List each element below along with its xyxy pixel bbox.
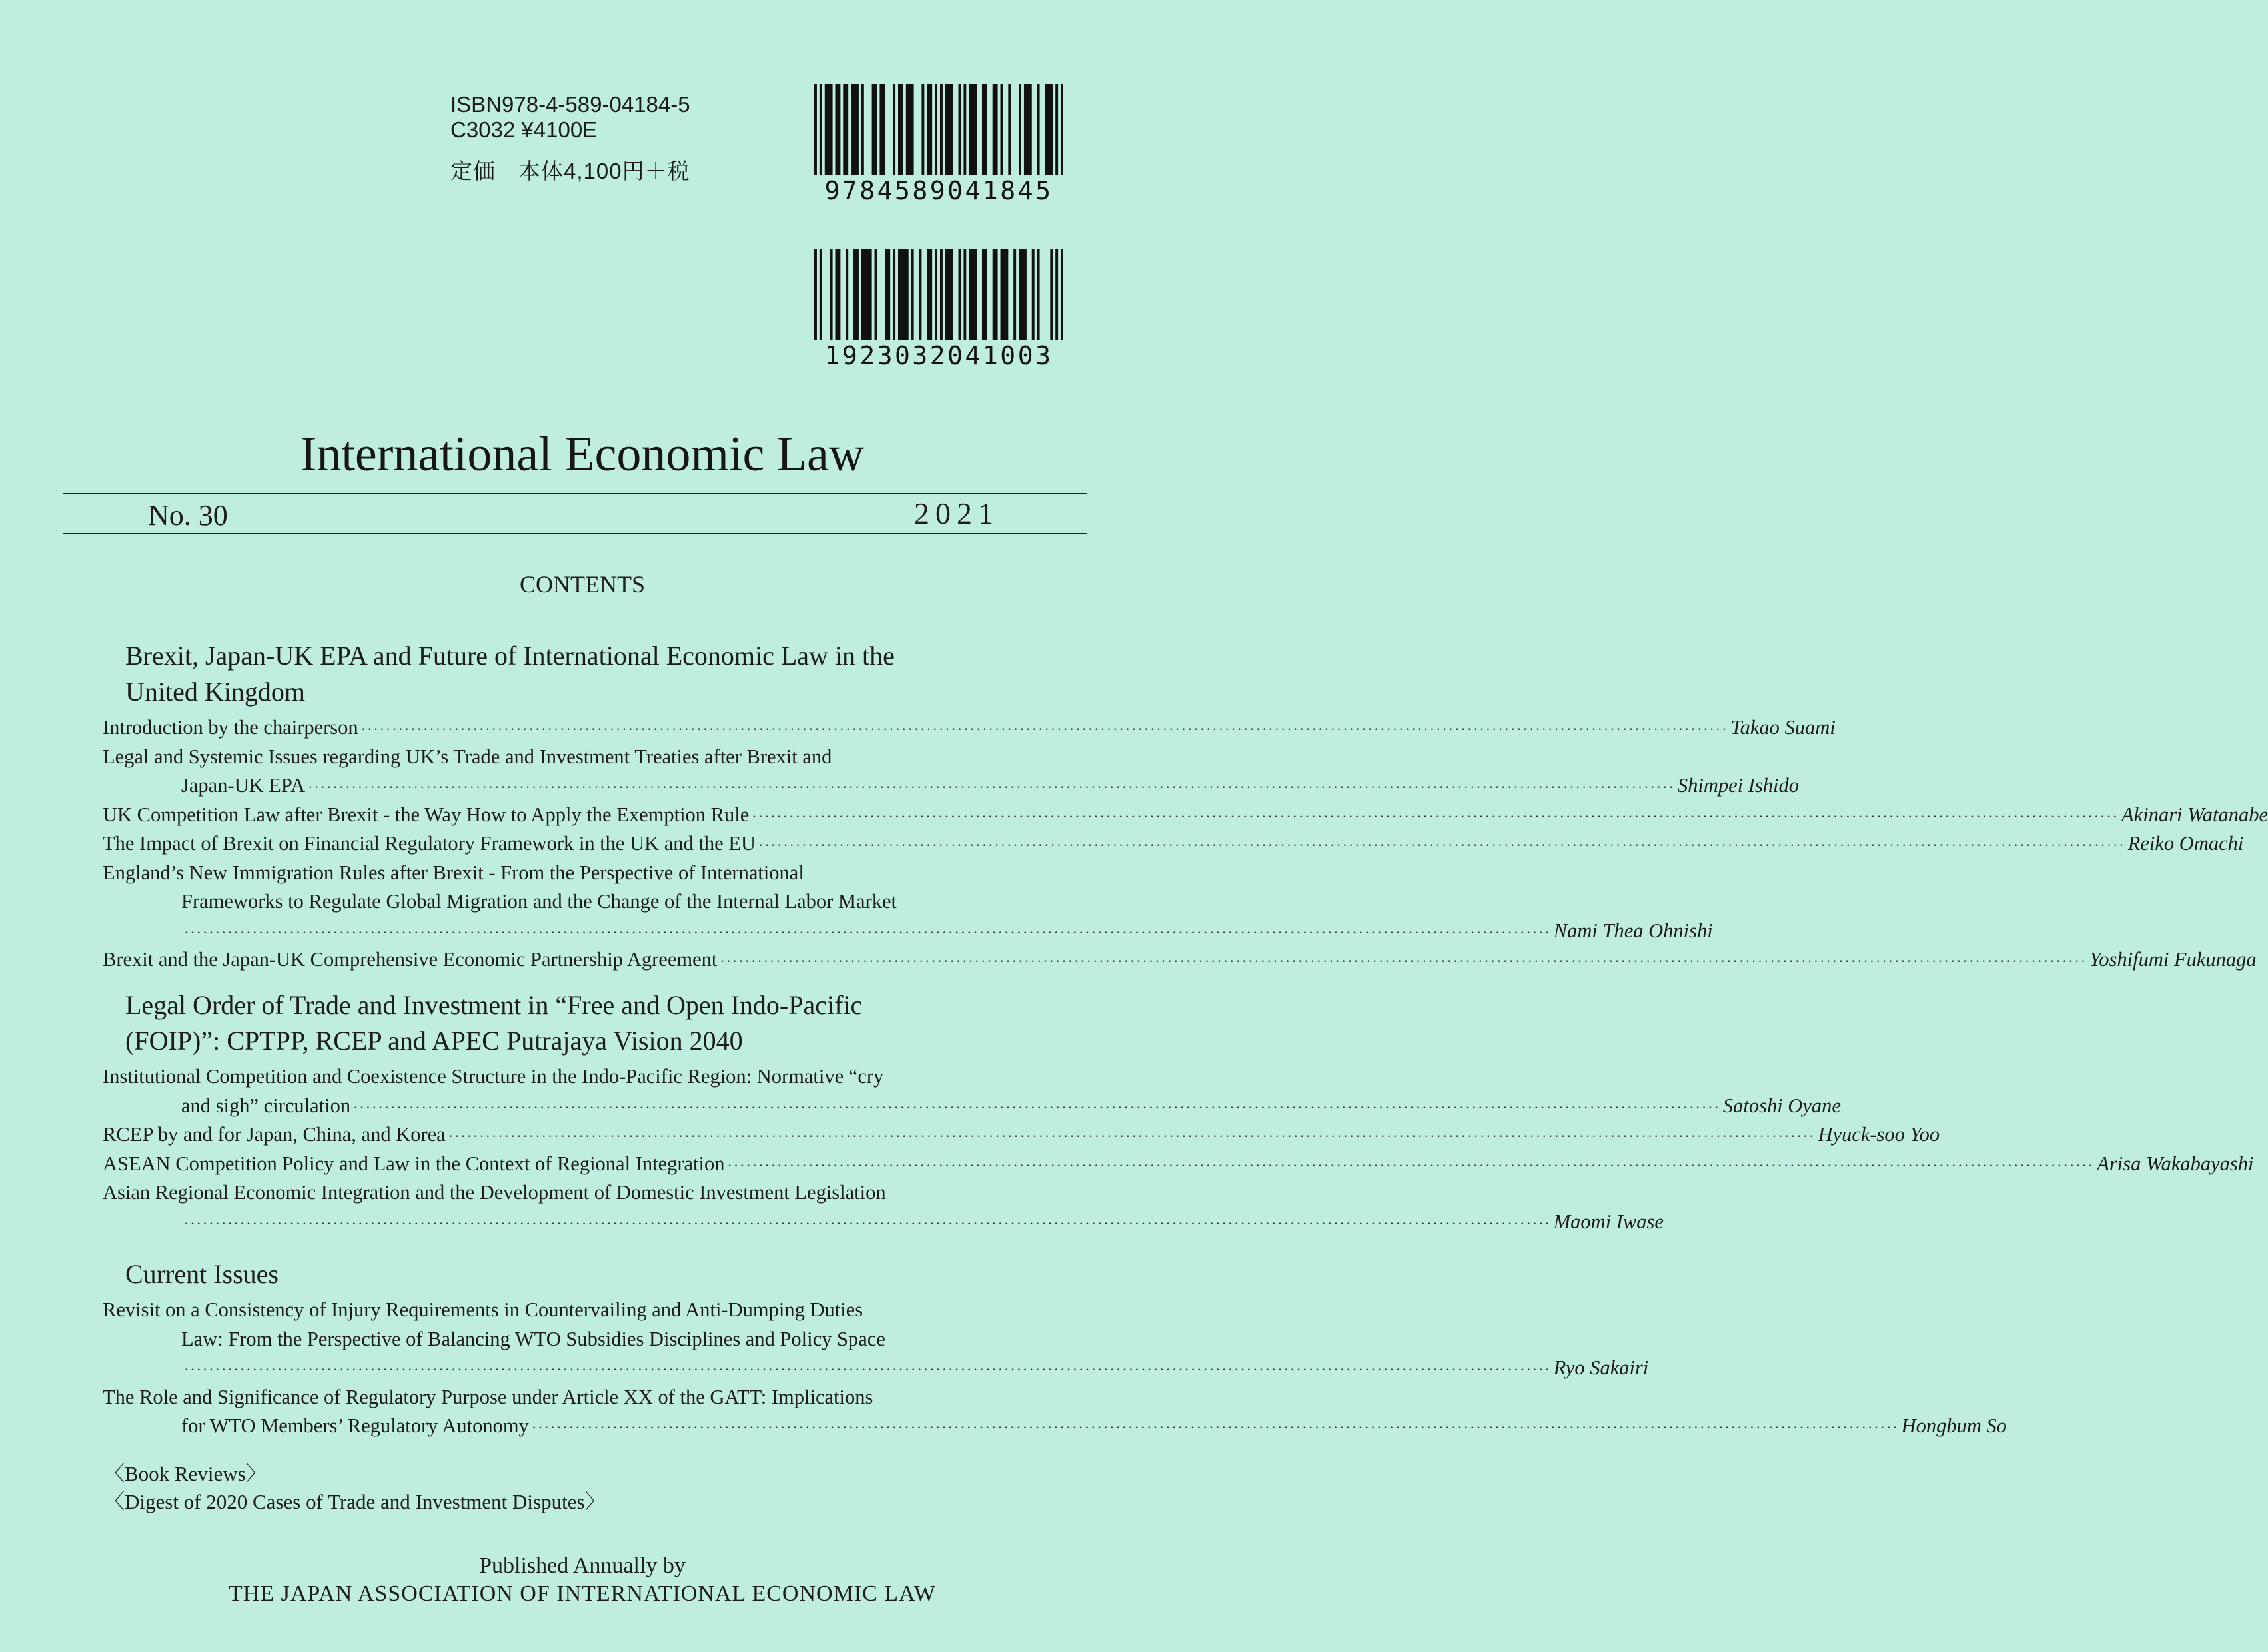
digest-of-cases: 〈Digest of 2020 Cases of Trade and Investment Disputes〉	[104, 1490, 606, 1513]
barcode-bar	[963, 249, 966, 340]
entry-title: ASEAN Competition Policy and Law in the Context of Regional Integration	[103, 1152, 725, 1175]
barcode-bar	[959, 84, 961, 175]
barcode-bar	[1019, 249, 1027, 340]
journal-title: International Economic Law	[300, 427, 865, 482]
barcode-bar	[945, 249, 953, 340]
barcode-bar	[814, 84, 817, 175]
barcode-bar	[993, 249, 998, 340]
barcode-bar	[945, 84, 953, 175]
entry-author: Nami Thea Ohnishi	[1553, 919, 1713, 942]
barcode-bar	[843, 84, 848, 175]
barcode-bar	[1013, 249, 1016, 340]
barcode-bar	[906, 84, 914, 175]
barcode-bar	[851, 84, 859, 175]
toc-entry	[181, 772, 1800, 801]
isbn-number: ISBN978-4-589-04184-5	[450, 92, 690, 117]
entry-author: Hongbum So	[1901, 1414, 2007, 1437]
dot-leader: ····························································································································································································································	[308, 779, 1675, 795]
section-title: Legal Order of Trade and Investment in “Free and Open Indo-Pacific	[125, 990, 863, 1020]
dot-leader: ····························································································································································································································	[752, 807, 2119, 825]
entry-author: Shimpei Ishido	[1677, 774, 1800, 797]
barcode-bar	[963, 84, 966, 175]
entry-author: Reiko Omachi	[2127, 832, 2244, 855]
dot-leader: ····························································································································································································································	[727, 1156, 2095, 1174]
contents-heading: CONTENTS	[520, 571, 645, 598]
barcode-bar	[875, 249, 877, 340]
barcode-bar	[893, 84, 895, 175]
entry-title: Asian Regional Economic Integration and the Development of Domestic Investment Legislation	[103, 1181, 886, 1204]
barcode-bar	[993, 84, 998, 175]
barcode-bar	[1037, 249, 1040, 340]
entry-author: Ryo Sakairi	[1553, 1356, 1649, 1379]
entry-title: and sigh” circulation	[181, 1094, 351, 1117]
price-barcode	[814, 249, 1063, 370]
toc-entry	[103, 1150, 2254, 1179]
dot-leader: ····························································································································································································································	[360, 721, 1728, 737]
barcode-bar	[935, 84, 937, 175]
barcode-bar	[825, 84, 833, 175]
entry-author: Arisa Wakabayashi	[2097, 1152, 2254, 1175]
barcode-bar	[861, 249, 872, 340]
barcode-bar	[1008, 84, 1011, 175]
top-rule	[63, 493, 1087, 494]
dot-leader: ····························································································································································································································	[184, 923, 1551, 941]
dot-leader: ····························································································································································································································	[720, 953, 2087, 969]
entry-title: The Role and Significance of Regulatory Purpose under Article XX of the GATT: Implications	[103, 1385, 873, 1408]
toc-entry	[103, 946, 2257, 975]
barcode-bar	[919, 249, 921, 340]
toc-entry	[181, 917, 1713, 946]
entry-title: RCEP by and for Japan, China, and Korea	[103, 1123, 446, 1146]
entry-author: Hyuck-soo Yoo	[1818, 1123, 1940, 1146]
dot-leader: ····························································································································································································································	[531, 1419, 1899, 1436]
dot-leader: ····························································································································································································································	[758, 837, 2125, 853]
barcode-bar	[898, 84, 903, 175]
toc-entry	[103, 1121, 1940, 1150]
toc-entry	[181, 1092, 1841, 1121]
barcode-bar	[814, 249, 817, 340]
barcode-bar	[830, 249, 833, 340]
entry-title: Japan-UK EPA	[181, 774, 306, 797]
barcode-bar	[935, 249, 937, 340]
barcode-bar	[1032, 249, 1035, 340]
barcode-bar	[1055, 249, 1058, 340]
issue-number: No. 30	[148, 499, 228, 532]
barcode-bar	[1055, 84, 1058, 175]
barcode-bar	[1019, 84, 1021, 175]
barcode-bar	[927, 84, 932, 175]
entry-author: Akinari Watanabe	[2121, 803, 2268, 826]
entry-title: Institutional Competition and Coexistence Structure in the Indo-Pacific Region: Normative “cry	[103, 1065, 884, 1088]
barcode-bar	[846, 249, 848, 340]
price-barcode-bars	[814, 249, 1063, 340]
barcode-bar	[982, 84, 987, 175]
publisher-name: THE JAPAN ASSOCIATION OF INTERNATIONAL ECONOMIC LAW	[229, 1581, 936, 1606]
barcode-bar	[853, 249, 859, 340]
entry-author: Yoshifumi Fukunaga	[2089, 948, 2257, 971]
dot-leader: ····························································································································································································································	[184, 1361, 1551, 1378]
entry-author: Takao Suami	[1730, 716, 1836, 739]
section-title: Brexit, Japan-UK EPA and Future of International Economic Law in the	[125, 641, 895, 671]
bottom-rule	[63, 533, 1087, 534]
barcode-bar	[820, 249, 822, 340]
classification-code: C3032 ¥4100E	[450, 117, 598, 142]
barcode-bar	[969, 84, 977, 175]
entry-author: Satoshi Oyane	[1722, 1094, 1841, 1117]
barcode-bar	[885, 249, 890, 340]
entry-title: Frameworks to Regulate Global Migration and the Change of the Internal Labor Market	[181, 890, 897, 913]
entry-title: England’s New Immigration Rules after Brexit - From the Perspective of International	[103, 861, 804, 884]
entry-title: UK Competition Law after Brexit - the Way How to Apply the Exemption Rule	[103, 803, 750, 826]
entry-author: Maomi Iwase	[1553, 1210, 1664, 1233]
barcode-bar	[911, 249, 914, 340]
price-barcode-digits: 1923032041003	[824, 341, 1053, 370]
toc-entry	[103, 801, 2268, 830]
entry-title: The Impact of Brexit on Financial Regulatory Framework in the UK and the EU	[103, 832, 756, 855]
barcode-bar	[959, 249, 961, 340]
entry-title: Law: From the Perspective of Balancing WTO Subsidies Disciplines and Policy Space	[181, 1327, 885, 1350]
barcode-bar	[1001, 84, 1003, 175]
barcode-bar	[893, 249, 895, 340]
entry-title: for WTO Members’ Regulatory Autonomy	[181, 1414, 529, 1437]
entry-title: Revisit on a Consistency of Injury Requirements in Countervailing and Anti-Dumping Duties	[103, 1298, 863, 1321]
section-title: (FOIP)”: CPTPP, RCEP and APEC Putrajaya Vision 2040	[125, 1026, 743, 1056]
toc-entry	[103, 830, 2244, 859]
publisher-intro: Published Annually by	[479, 1553, 686, 1578]
isbn-barcode-digits: 9784589041845	[824, 176, 1053, 205]
barcode-bar	[835, 84, 840, 175]
entry-title: Introduction by the chairperson	[103, 716, 358, 739]
barcode-bar	[861, 84, 864, 175]
section-title: Current Issues	[125, 1259, 279, 1289]
barcode-bar	[982, 249, 987, 340]
barcode-bar	[879, 84, 885, 175]
dot-leader: ····························································································································································································································	[353, 1098, 1720, 1116]
barcode-bar	[1001, 249, 1009, 340]
barcode-bar	[921, 84, 924, 175]
dot-leader: ····························································································································································································································	[448, 1128, 1816, 1144]
barcode-bar	[1061, 84, 1063, 175]
toc-entry	[181, 1208, 1664, 1237]
price-label: 定価 本体4,100円＋税	[450, 159, 690, 183]
barcode-bar	[898, 249, 909, 340]
barcode-bar	[1037, 84, 1040, 175]
dot-leader: ····························································································································································································································	[184, 1214, 1551, 1232]
toc-entry	[181, 1412, 2007, 1441]
issue-year: 2021	[914, 496, 999, 530]
barcode-bar	[940, 84, 943, 175]
barcode-bar	[927, 249, 932, 340]
barcode-bar	[1024, 84, 1032, 175]
barcode-bar	[969, 249, 977, 340]
isbn-barcode-bars	[814, 84, 1063, 175]
barcode-bar	[1050, 249, 1053, 340]
toc-entry	[181, 1354, 1649, 1383]
barcode-bar	[940, 249, 943, 340]
toc-entry	[103, 714, 1836, 743]
barcode-bar	[1045, 84, 1053, 175]
barcode-bar	[820, 84, 822, 175]
barcode-bar	[835, 249, 840, 340]
entry-title: Legal and Systemic Issues regarding UK’s Trade and Investment Treaties after Brexit and	[103, 745, 832, 768]
barcode-bar	[1061, 249, 1063, 340]
isbn-barcode	[814, 84, 1063, 205]
publisher-block	[0, 1552, 1165, 1608]
entry-title: Brexit and the Japan-UK Comprehensive Economic Partnership Agreement	[103, 948, 718, 971]
section-title: United Kingdom	[125, 677, 305, 707]
isbn-block	[450, 92, 690, 184]
book-reviews: 〈Book Reviews〉	[104, 1462, 267, 1485]
barcode-bar	[872, 84, 877, 175]
